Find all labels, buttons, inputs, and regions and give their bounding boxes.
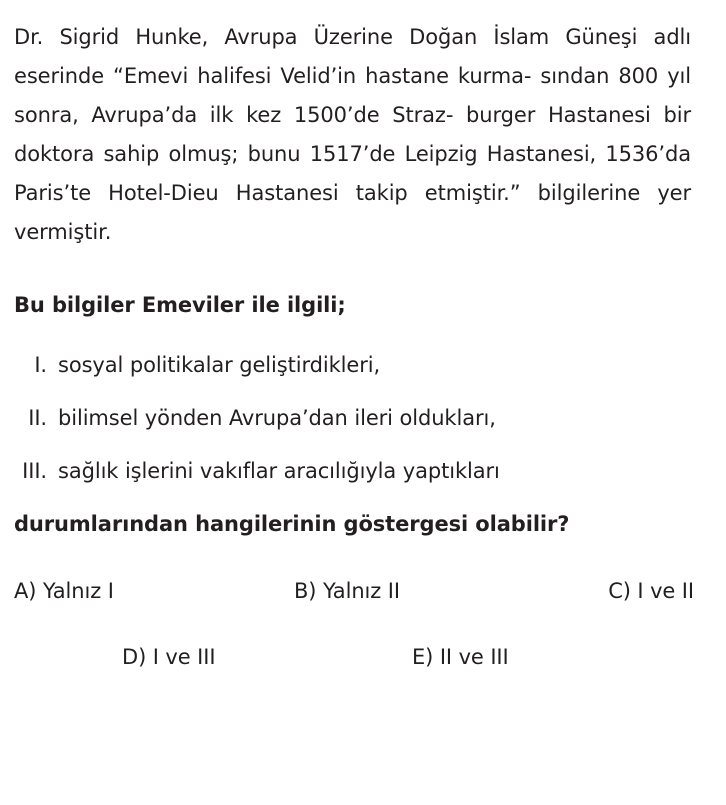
answer-choice-a[interactable]: A) Yalnız I bbox=[14, 579, 114, 603]
answer-choice-e[interactable]: E) II ve III bbox=[412, 645, 509, 669]
list-item-numeral: III. bbox=[22, 459, 47, 483]
answer-choice-d[interactable]: D) I ve III bbox=[122, 645, 216, 669]
answer-choice-row bbox=[14, 642, 696, 672]
passage-line-1: Dr. Sigrid Hunke, Avrupa Üzerine Doğan İslam Güneşi bbox=[14, 25, 638, 49]
question-prompt: durumlarından hangilerinin göstergesi olabilir? bbox=[14, 512, 570, 536]
passage-line-2: adlı eserinde “Emevi halifesi Velid’in hastane kurma- bbox=[14, 25, 692, 88]
list-item-numeral: I. bbox=[34, 353, 47, 377]
list-item-label: sosyal politikalar geliştirdikleri, bbox=[58, 353, 381, 377]
list-item-label: bilimsel yönden Avrupa’dan ileri oldukları, bbox=[58, 406, 496, 430]
passage-line-4: burger Hastanesi bir doktora sahip olmuş; bunu bbox=[14, 103, 691, 166]
passage-line-5: 1517’de Leipzig Hastanesi, 1536’da Paris’te Hotel-Dieu bbox=[14, 142, 691, 205]
passage-line-6: Hastanesi takip etmiştir.” bilgilerine yer vermiştir. bbox=[14, 181, 692, 244]
list-item bbox=[14, 456, 696, 486]
list-item-label: sağlık işlerini vakıflar aracılığıyla yaptıkları bbox=[58, 459, 500, 483]
passage-text bbox=[14, 18, 696, 252]
answer-choice-row bbox=[14, 576, 696, 606]
answer-choice-b[interactable]: B) Yalnız II bbox=[294, 579, 400, 603]
passage-line-3: sından 800 yıl sonra, Avrupa’da ilk kez 1500’de Straz- bbox=[14, 64, 691, 127]
answer-choices bbox=[14, 576, 696, 672]
list-item bbox=[14, 350, 696, 380]
roman-numeral-list bbox=[14, 350, 696, 486]
list-item-numeral: II. bbox=[28, 406, 47, 430]
answer-choice-c[interactable]: C) I ve II bbox=[608, 579, 694, 603]
list-item bbox=[14, 403, 696, 433]
question-stem: Bu bilgiler Emeviler ile ilgili; bbox=[14, 293, 346, 317]
